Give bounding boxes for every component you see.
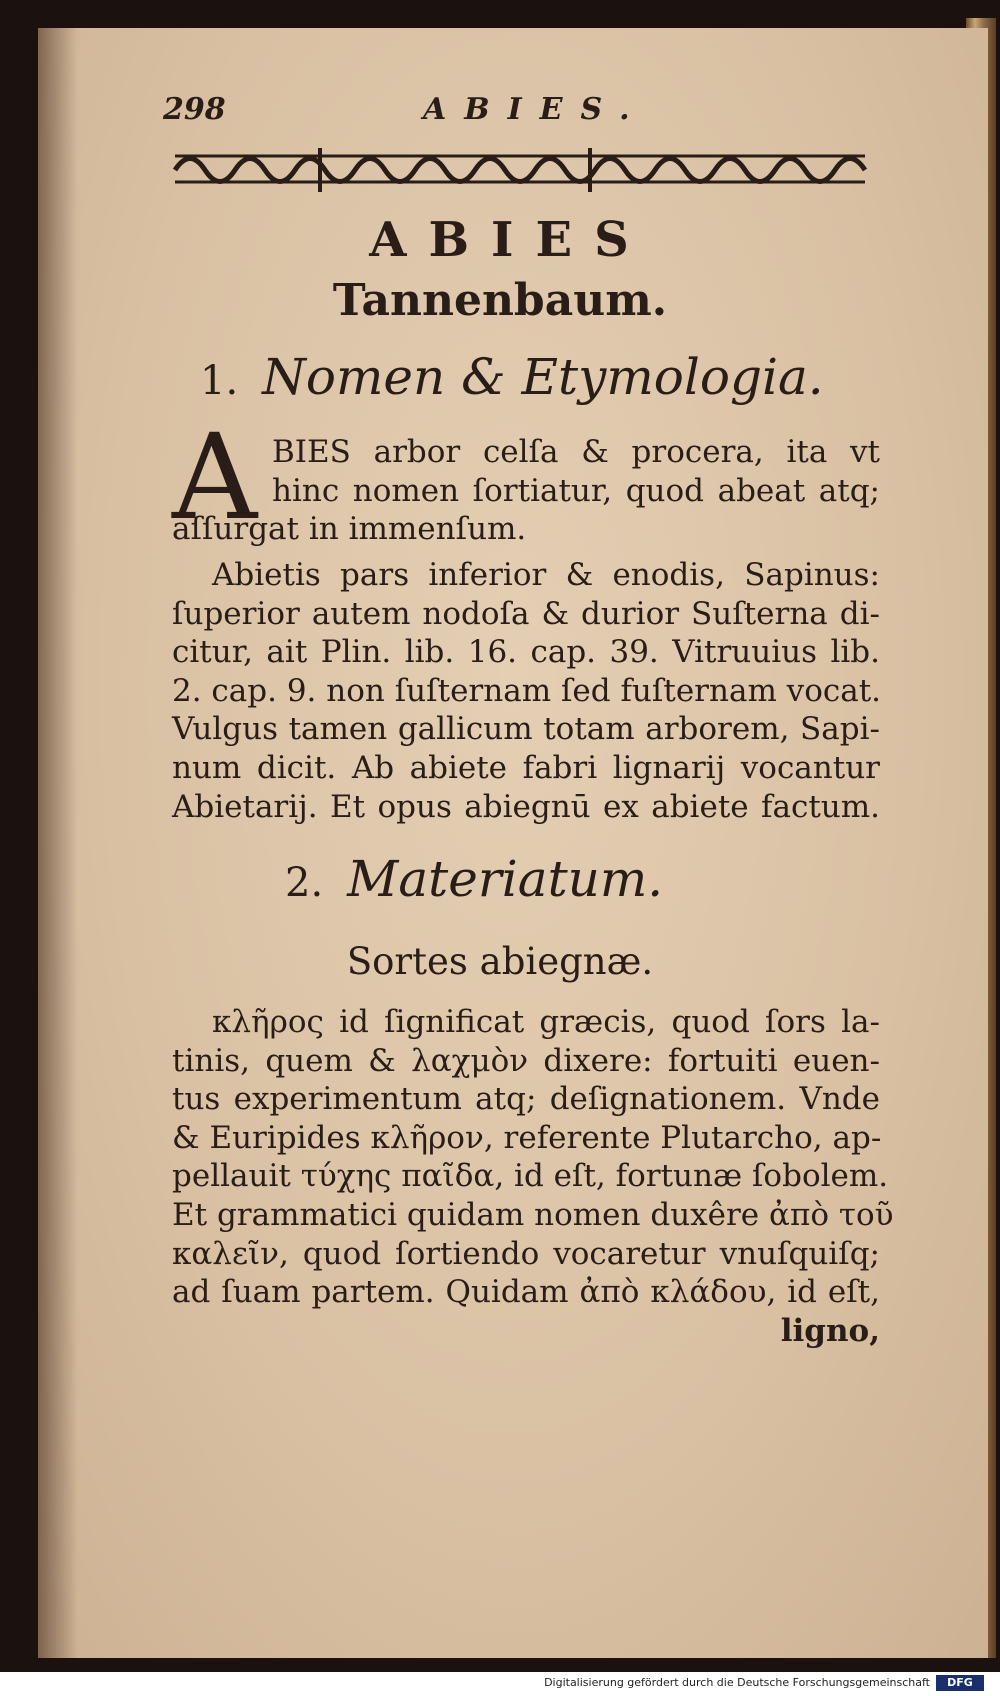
text-line: κλῆρος id ſignificat græcis, quod ſors la-	[212, 1004, 880, 1040]
text-line: Abietarij. Et opus abiegnū ex abiete factum.	[172, 788, 880, 825]
text-line: tinis, quem & λαχμὸν dixere: fortuiti euen-	[172, 1042, 880, 1079]
running-head	[163, 92, 883, 134]
text-line: aſſurgat in immenſum.	[172, 511, 527, 548]
text-line: ſuperior autem nodoſa & durior Suſterna di-	[172, 595, 880, 632]
main-title: ABIES	[369, 212, 651, 268]
dfg-logo: DFG	[936, 1675, 984, 1691]
paragraph-1	[172, 433, 880, 549]
section-title-2: Materiatum.	[347, 850, 664, 908]
section-heading-2	[285, 850, 663, 908]
catchword: ligno,	[780, 1312, 880, 1349]
page-number: 298	[163, 92, 226, 127]
ornament-band	[170, 142, 870, 198]
subheading: Sortes abiegnæ.	[346, 940, 654, 983]
section-heading-1	[200, 348, 824, 406]
section-number-1: 1.	[200, 358, 239, 404]
footer	[0, 1672, 1000, 1696]
paragraph-2	[172, 556, 880, 826]
drop-cap: A	[172, 408, 258, 546]
text-line: citur, ait Plin. lib. 16. cap. 39. Vitruuius lib.	[172, 634, 880, 671]
page	[38, 28, 988, 1658]
text-line: Et grammatici quidam nomen duxêre ἀπὸ τοῦ	[172, 1196, 894, 1233]
text-line: pellauit τύχης παῖδα, id eſt, fortunæ ſobolem.	[172, 1158, 889, 1195]
text-line: Vulgus tamen gallicum totam arborem, Sapi-	[172, 711, 880, 748]
german-title: Tannenbaum.	[332, 275, 668, 326]
running-title: ABIES.	[423, 92, 648, 127]
text-line: ad ſuam partem. Quidam ἀπὸ κλάδου, id eſt,	[172, 1274, 880, 1311]
footer-text: Digitalisierung gefördert durch die Deutsche Forschungsgemeinschaft	[544, 1676, 930, 1689]
text-line: hinc nomen ſortiatur, quod abeat atq;	[272, 472, 880, 509]
paragraph-3	[172, 1003, 894, 1350]
gutter-shadow	[38, 28, 78, 1658]
section-title-1: Nomen & Etymologia.	[262, 348, 824, 406]
text-line: BIES arbor celſa & procera, ita vt	[272, 434, 880, 470]
text-line: num dicit. Ab abiete fabri lignarij vocantur	[172, 749, 880, 786]
section-number-2: 2.	[285, 860, 324, 906]
text-line: tus experimentum atq; deſignationem. Vnde	[172, 1081, 880, 1118]
text-line: Abietis pars inferior & enodis, Sapinus:	[212, 557, 880, 593]
text-line: 2. cap. 9. non ſuſternam ſed fuſternam vocat.	[172, 672, 882, 709]
text-line: καλεῖν, quod ſortiendo vocaretur vnuſquiſq;	[172, 1235, 880, 1272]
text-line: & Euripides κλῆρον, referente Plutarcho, ap-	[172, 1119, 882, 1156]
